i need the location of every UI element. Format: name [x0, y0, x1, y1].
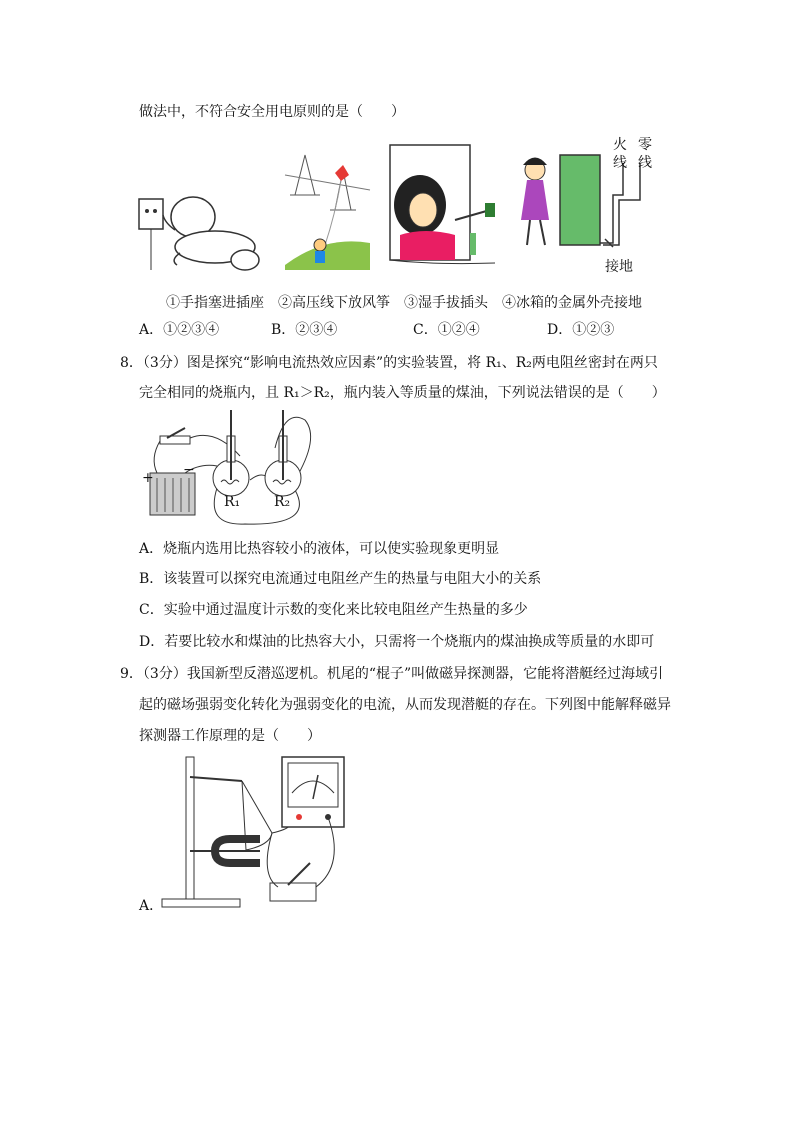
- stand-rod: [186, 757, 194, 899]
- q8-option-c[interactable]: C．实验中通过温度计示数的变化来比较电阻丝产生热量的多少: [139, 602, 528, 618]
- switch-icon: [160, 436, 190, 444]
- q9-option-a-diagram: [160, 755, 355, 910]
- r2-label: R₂: [274, 494, 291, 510]
- kite-power-line-illustration: [285, 155, 370, 270]
- neutral-wire-label-1: 零: [638, 137, 652, 153]
- q8-stem-line-2: 完全相同的烧瓶内，且 R₁＞R₂，瓶内装入等质量的煤油，下列说法错误的是（ ）: [139, 385, 666, 401]
- q7-option-a[interactable]: A．①②③④: [139, 322, 220, 338]
- q8-option-a[interactable]: A．烧瓶内选用比热容较小的液体，可以使实验现象更明显: [139, 541, 500, 557]
- q7-option-b[interactable]: B．②③④: [271, 322, 338, 338]
- q7-stem-tail: 做法中，不符合安全用电原则的是（ ）: [139, 104, 405, 120]
- q7-option-c[interactable]: C．①②④: [413, 322, 480, 338]
- wet-hands-plug-illustration: [390, 145, 495, 264]
- q9-stem-line-1: 9．（3分）我国新型反潜巡逻机。机尾的“棍子”叫做磁异探测器，它能将潜艇经过海域引: [120, 666, 664, 682]
- q7-option-d[interactable]: D．①②③: [547, 322, 615, 338]
- battery-plus-label: +: [142, 470, 154, 486]
- baby-socket-illustration: [139, 197, 259, 270]
- q8-circuit-diagram: [145, 408, 325, 528]
- q9-stem-line-2: 起的磁场强弱变化转化为强弱变化的电流，从而发现潜艇的存在。下列图中能解释磁异: [139, 697, 671, 713]
- r1-label: R₁: [224, 494, 241, 510]
- q8-option-b[interactable]: B．该装置可以探究电流通过电阻丝产生的热量与电阻大小的关系: [139, 571, 542, 587]
- q8-option-d[interactable]: D．若要比较水和煤油的比热容大小，只需将一个烧瓶内的煤油换成等质量的水即可: [139, 634, 655, 650]
- q7-figure-caption: ①手指塞进插座 ②高压线下放风筝 ③湿手拔插头 ④冰箱的金属外壳接地: [166, 295, 642, 311]
- q7-illustrations: [135, 135, 665, 285]
- q8-stem-line-1: 8．（3分）图是探究“影响电流热效应因素”的实验装置，将 R₁、R₂两电阻丝密封在两只: [120, 355, 658, 371]
- neutral-wire-label-2: 线: [638, 155, 652, 171]
- battery-minus-label: −: [183, 462, 195, 478]
- live-wire-label-2: 线: [613, 155, 627, 171]
- q9-stem-line-3: 探测器工作原理的是（ ）: [139, 728, 321, 744]
- live-wire-label-1: 火: [613, 137, 627, 153]
- q9-option-a-label[interactable]: A．: [139, 898, 164, 914]
- ground-label: 接地: [605, 259, 633, 275]
- stand-base: [162, 899, 240, 907]
